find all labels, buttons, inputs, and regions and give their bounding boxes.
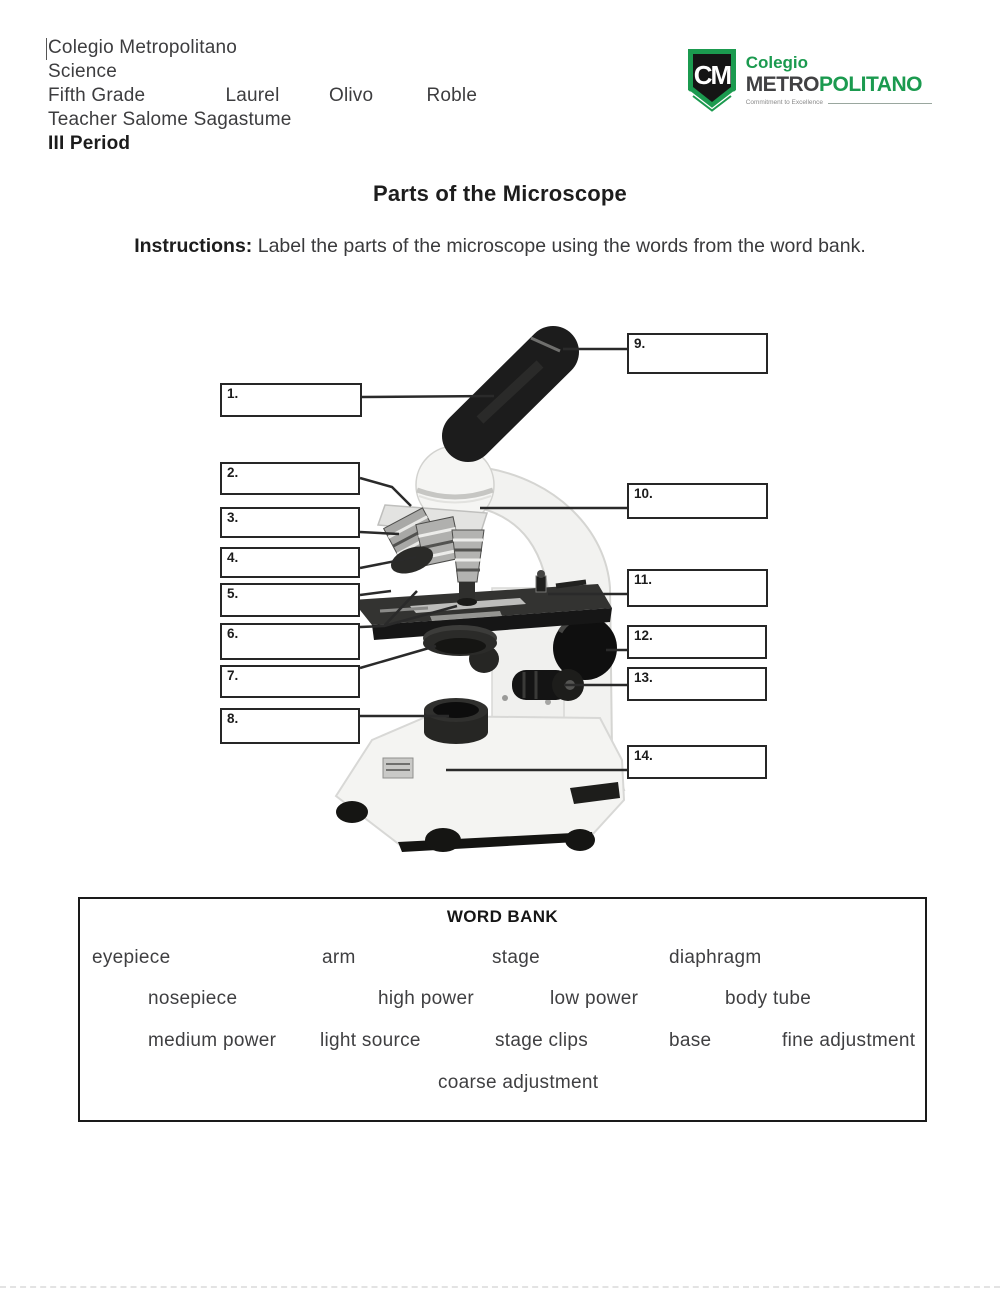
section-laurel: Laurel: [225, 85, 280, 106]
logo-colegio: Colegio: [745, 53, 809, 72]
stage-clip: [536, 576, 546, 592]
word-stage-clips: stage clips: [495, 1030, 589, 1051]
word-body-tube: body tube: [725, 988, 812, 1009]
worksheet-header: [48, 36, 477, 156]
instructions-text: Instructions: Label the parts of the microscope using the words from the word bank.: [134, 235, 866, 257]
label-box-2[interactable]: 2.: [220, 462, 360, 495]
label-box-8[interactable]: 8.: [220, 708, 360, 744]
instructions-label: Instructions:: [134, 235, 253, 257]
base-label-sticker: [383, 758, 413, 778]
school-name: Colegio Metropolitano: [48, 37, 238, 58]
word-arm: arm: [322, 947, 356, 968]
word-high-power: high power: [378, 988, 474, 1009]
word-base: base: [669, 1030, 712, 1051]
word-light-source: light source: [320, 1030, 421, 1051]
word-bank: [78, 897, 927, 1122]
label-box-13[interactable]: 13.: [627, 667, 767, 701]
logo-metropolitano: METROPOLITANO: [745, 73, 922, 96]
label-box-7[interactable]: 7.: [220, 665, 360, 698]
word-nosepiece: nosepiece: [148, 988, 238, 1009]
page-title: Parts of the Microscope: [373, 181, 627, 206]
logo-emblem-icon: [686, 46, 738, 112]
label-box-6[interactable]: 6.: [220, 623, 360, 660]
base-foot: [565, 829, 595, 851]
word-eyepiece: eyepiece: [92, 947, 171, 968]
tagline-rule: [828, 103, 932, 104]
label-box-11[interactable]: 11.: [627, 569, 768, 607]
microscope-illustration: [0, 320, 1000, 880]
subject: Science: [48, 61, 117, 82]
base-foot: [336, 801, 368, 823]
grade: Fifth Grade: [48, 85, 146, 106]
svg-text:CM: CM: [693, 60, 730, 90]
word-fine-adjustment: fine adjustment: [782, 1030, 916, 1051]
word-medium-power: medium power: [148, 1030, 277, 1051]
section-roble: Roble: [426, 85, 478, 106]
label-box-3[interactable]: 3.: [220, 507, 360, 538]
school-logo: [686, 46, 932, 112]
page-bottom-marks: [0, 1286, 1000, 1288]
section-olivo: Olivo: [328, 85, 374, 106]
word-bank-title: WORD BANK: [446, 907, 559, 926]
teacher-name: Teacher Salome Sagastume: [48, 109, 292, 130]
word-coarse-adjustment: coarse adjustment: [438, 1072, 599, 1093]
text-cursor: [46, 38, 47, 60]
label-box-1[interactable]: 1.: [220, 383, 362, 417]
label-box-14[interactable]: 14.: [627, 745, 767, 779]
label-box-9[interactable]: 9.: [627, 333, 768, 374]
label-box-4[interactable]: 4.: [220, 547, 360, 578]
logo-tagline: Commitment to Excellence: [746, 100, 932, 107]
word-diaphragm: diaphragm: [669, 947, 762, 968]
label-box-5[interactable]: 5.: [220, 583, 360, 617]
label-box-12[interactable]: 12.: [627, 625, 767, 659]
base-foot: [425, 828, 461, 852]
word-low-power: low power: [550, 988, 639, 1009]
label-box-10[interactable]: 10.: [627, 483, 768, 519]
word-stage: stage: [492, 947, 540, 968]
grade-sections: [48, 84, 477, 108]
period: III Period: [48, 133, 131, 154]
